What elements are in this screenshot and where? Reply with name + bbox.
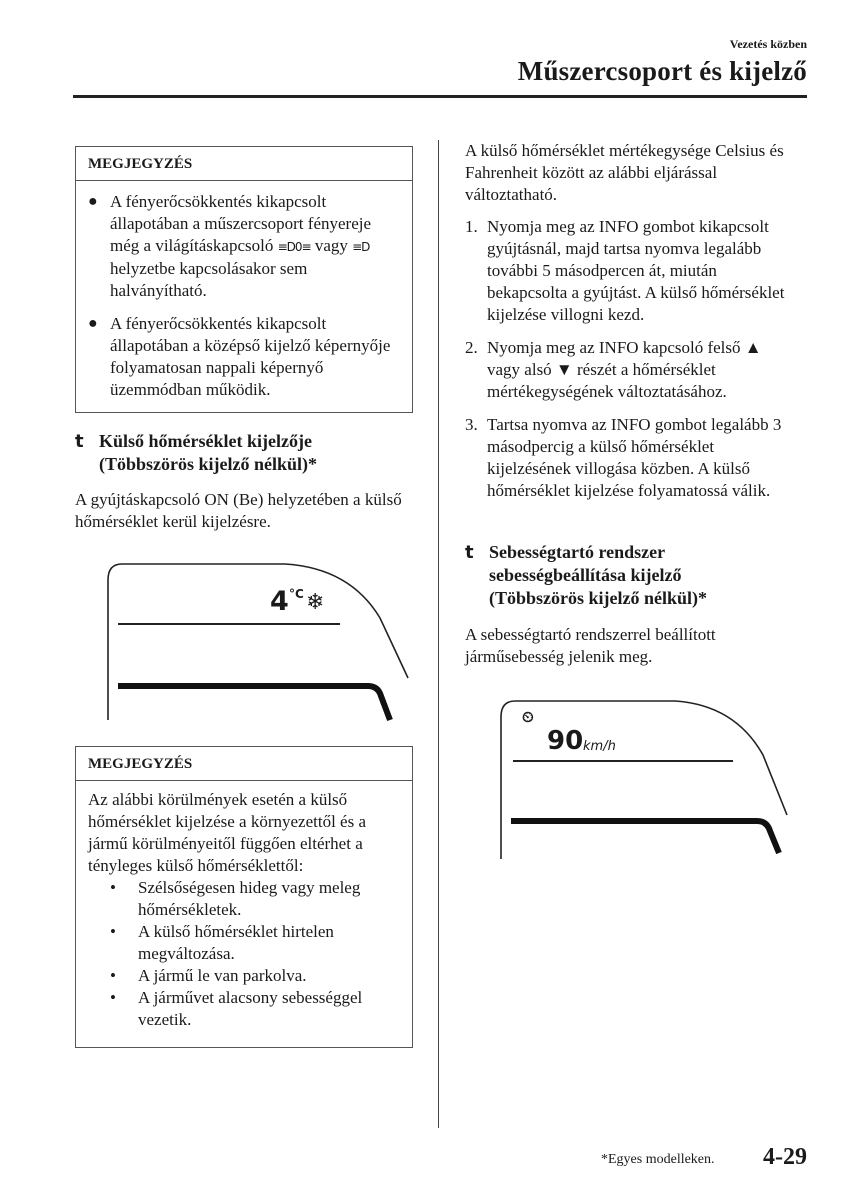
list-item bbox=[88, 987, 398, 1031]
note-box-dimming bbox=[75, 146, 413, 413]
list-item-text: A járművet alacsony sebességgel vezetik. bbox=[138, 988, 363, 1029]
steps-list bbox=[465, 216, 785, 513]
temperature-display-illustration bbox=[100, 558, 410, 728]
cruise-control-icon: ⏲ bbox=[522, 708, 534, 726]
step-text: Tartsa nyomva az INFO gombot legalább 3 másodpercig a külső hőmérséklet kijelzésének villogása közben. A külső hőmérséklet kijelzése folyamatossá válik. bbox=[487, 415, 782, 500]
list-item bbox=[88, 877, 398, 921]
list-item bbox=[88, 191, 398, 302]
step-text: Nyomja meg az INFO gombot kikapcsolt gyújtásnál, majd tartsa nyomva legalább további 5 másodpercen át, miután bekapcsolta a gyújtást. A külső hőmérséklet kijelzése villogni kezd. bbox=[487, 217, 785, 324]
headlight-dimmer-icon: ≡D0≡ bbox=[277, 240, 311, 254]
step-number: 1. bbox=[465, 217, 478, 236]
section-marker: t bbox=[75, 431, 84, 452]
body-text: A sebességtartó rendszerrel beállított járműsebesség jelenik meg. bbox=[465, 625, 716, 666]
list-item bbox=[88, 313, 398, 401]
headlight-icon: ≡D bbox=[352, 240, 370, 254]
heading-line: Külső hőmérséklet kijelzője bbox=[99, 431, 312, 451]
speed-value: 90 bbox=[547, 726, 584, 756]
step-number: 2. bbox=[465, 338, 478, 357]
snowflake-icon: ❄ bbox=[306, 590, 325, 615]
heading-line: sebességbeállítása kijelző bbox=[489, 565, 682, 585]
list-item bbox=[88, 965, 398, 987]
heading-line: (Többszörös kijelző nélkül)* bbox=[489, 588, 708, 608]
step-number: 3. bbox=[465, 415, 478, 434]
footnote: *Egyes modelleken. bbox=[601, 1152, 715, 1167]
temperature-value: 4 bbox=[270, 586, 289, 617]
note-text: vagy bbox=[314, 236, 348, 255]
page-title: Műszercsoport és kijelző bbox=[517, 56, 807, 86]
note-text: A fényerőcsökkentés kikapcsolt állapotában a műszercsoport fényereje még a világításkapcsoló bbox=[110, 192, 372, 255]
list-item bbox=[465, 216, 785, 326]
body-text: A gyújtáskapcsoló ON (Be) helyzetében a külső hőmérséklet kerül kijelzésre. bbox=[75, 490, 402, 531]
bullet-icon: • bbox=[110, 988, 116, 1007]
bullet-icon: • bbox=[110, 966, 116, 985]
column-divider bbox=[438, 140, 439, 1128]
heading-line: (Többszörös kijelző nélkül)* bbox=[99, 454, 318, 474]
section-heading-temperature bbox=[75, 430, 420, 476]
temperature-unit: °C bbox=[289, 587, 304, 601]
header-rule bbox=[73, 95, 807, 98]
note-text: Az alábbi körülmények esetén a külső hőmérséklet kijelzése a környezettől és a jármű körülményeitől függően eltérhet a tényleges külső hőmérséklettől: bbox=[88, 790, 367, 875]
bullet-icon: ● bbox=[88, 193, 98, 210]
section-marker: t bbox=[465, 542, 474, 563]
speed-unit: km/h bbox=[583, 739, 616, 754]
section-title: Vezetés közben bbox=[729, 37, 807, 51]
cruise-speed-display-illustration bbox=[495, 695, 790, 865]
note-text: helyzetbe kapcsolásakor sem halványítható. bbox=[110, 259, 308, 300]
bullet-icon: • bbox=[110, 878, 116, 897]
display-outline bbox=[495, 695, 790, 865]
note-heading: MEGJEGYZÉS bbox=[76, 147, 412, 181]
step-text: Nyomja meg az INFO kapcsoló felső ▲ vagy alsó ▼ részét a hőmérséklet mértékegységének változtatásához. bbox=[487, 338, 762, 401]
list-item-text: A külső hőmérséklet hirtelen megváltozása. bbox=[138, 922, 334, 963]
note-heading: MEGJEGYZÉS bbox=[76, 747, 412, 781]
note-text: A fényerőcsökkentés kikapcsolt állapotában a középső kijelző képernyője folyamatosan nappali képernyő üzemmódban működik. bbox=[110, 314, 391, 399]
list-item bbox=[465, 337, 785, 403]
page-number: 4-29 bbox=[763, 1144, 807, 1170]
list-item-text: Szélsőségesen hideg vagy meleg hőmérsékletek. bbox=[138, 878, 361, 919]
heading-line: Sebességtartó rendszer bbox=[489, 542, 666, 562]
note-box-temperature bbox=[75, 746, 413, 1048]
bullet-icon: • bbox=[110, 922, 116, 941]
display-outline bbox=[100, 558, 410, 728]
section-heading-cruise bbox=[465, 541, 795, 610]
list-item bbox=[465, 414, 785, 502]
list-item-text: A jármű le van parkolva. bbox=[138, 966, 307, 985]
bullet-icon: ● bbox=[88, 315, 98, 332]
list-item bbox=[88, 921, 398, 965]
body-text: A külső hőmérséklet mértékegysége Celsius és Fahrenheit között az alábbi eljárással változtatható. bbox=[465, 141, 784, 204]
